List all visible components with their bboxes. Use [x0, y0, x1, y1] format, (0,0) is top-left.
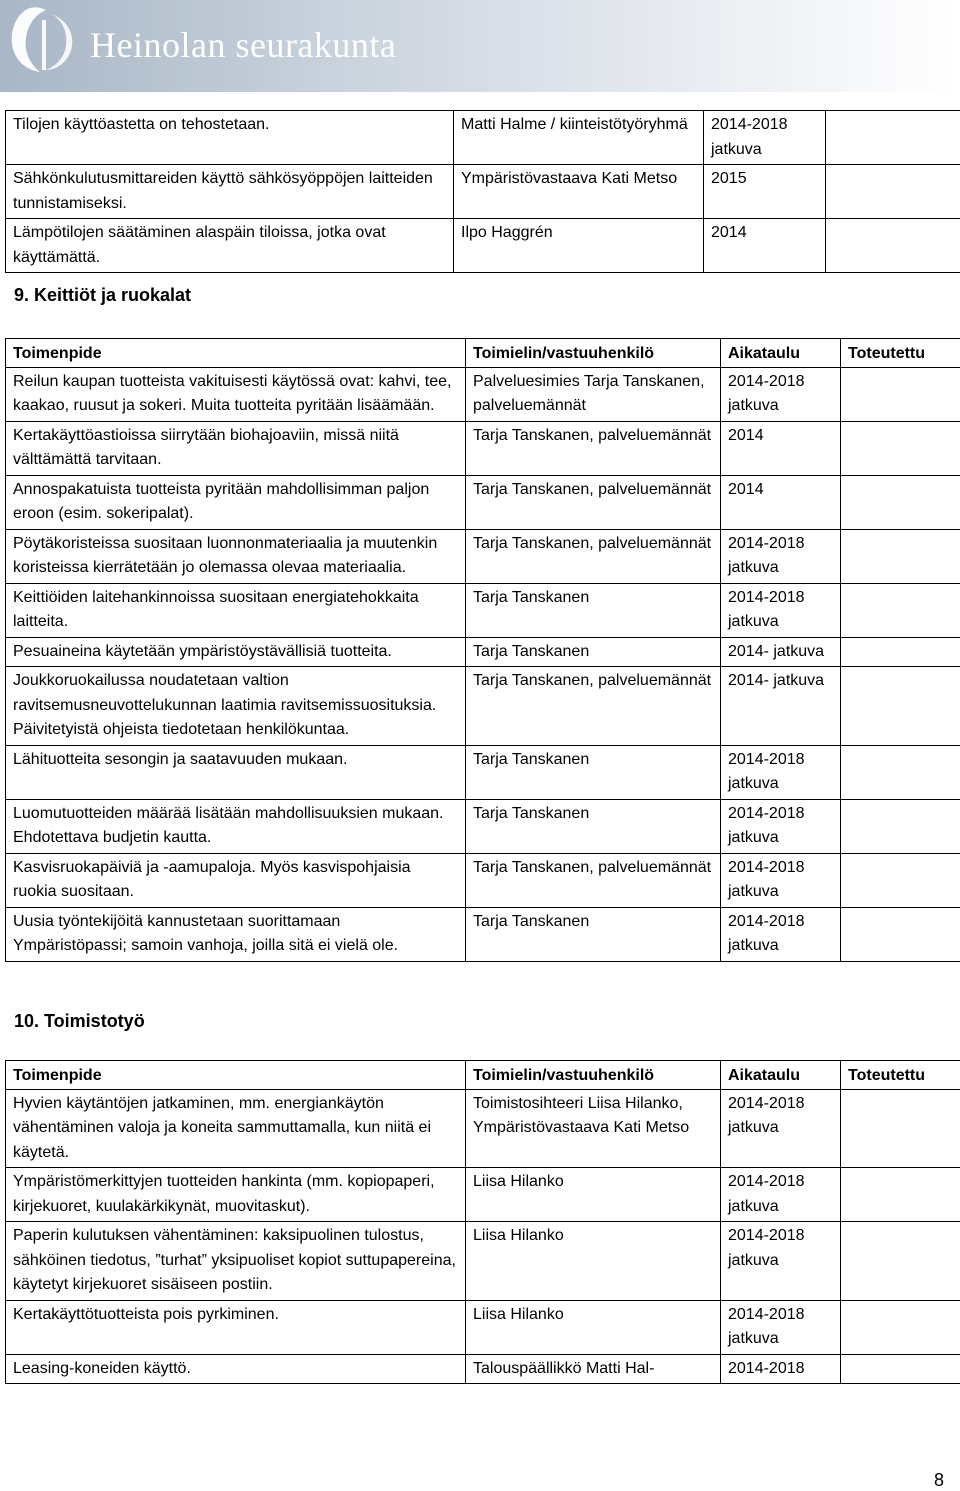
responsible-cell: Tarja Tanskanen: [466, 799, 721, 853]
schedule-cell: 2014- jatkuva: [721, 667, 841, 746]
action-cell: Paperin kulutuksen vähentäminen: kaksipuolinen tulostus, sähköinen tiedotus, ”turhat” yksipuoliset kopiot suttupapereina, käytetyt kirjekuoret sisäiseen postiin.: [6, 1222, 466, 1301]
responsible-cell: Tarja Tanskanen: [466, 583, 721, 637]
column-header: Toimielin/vastuuhenkilö: [466, 1061, 721, 1090]
status-cell: [841, 421, 960, 475]
table-row: [6, 367, 960, 421]
responsible-cell: Tarja Tanskanen, palveluemännät: [466, 529, 721, 583]
table-row: [6, 1300, 960, 1354]
action-cell: Leasing-koneiden käyttö.: [6, 1354, 466, 1384]
schedule-cell: 2014-2018 jatkuva: [721, 529, 841, 583]
status-cell: [841, 529, 960, 583]
table-row: [6, 219, 960, 273]
table-row: [6, 421, 960, 475]
action-cell: Keittiöiden laitehankinnoissa suositaan energiatehokkaita laitteita.: [6, 583, 466, 637]
table-header-row: [6, 339, 960, 368]
table-row: [6, 853, 960, 907]
action-cell: Luomutuotteiden määrää lisätään mahdollisuuksien mukaan. Ehdotettava budjetin kautta.: [6, 799, 466, 853]
responsible-cell: Tarja Tanskanen, palveluemännät: [466, 421, 721, 475]
status-cell: [826, 111, 960, 165]
page-number: 8: [934, 1470, 944, 1491]
responsible-cell: Talouspäällikkö Matti Hal-: [466, 1354, 721, 1384]
schedule-cell: 2014-2018: [721, 1354, 841, 1384]
table-row: [6, 1354, 960, 1384]
action-cell: Kertakäyttötuotteista pois pyrkiminen.: [6, 1300, 466, 1354]
table-row: [6, 111, 960, 165]
action-cell: Kertakäyttöastioissa siirrytään biohajoaviin, missä niitä välttämättä tarvitaan.: [6, 421, 466, 475]
action-cell: Annospakatuista tuotteista pyritään mahdollisimman paljon eroon (esim. sokeripalat).: [6, 475, 466, 529]
page-header-band: [0, 0, 960, 92]
status-cell: [841, 667, 960, 746]
status-cell: [841, 637, 960, 667]
responsible-cell: Toimistosihteeri Liisa Hilanko, Ympäristövastaava Kati Metso: [466, 1089, 721, 1168]
status-cell: [841, 1354, 960, 1384]
status-cell: [841, 907, 960, 961]
schedule-cell: 2014-2018 jatkuva: [721, 583, 841, 637]
action-cell: Ympäristömerkittyjen tuotteiden hankinta (mm. kopiopaperi, kirjekuoret, kuulakärkikynät, muovitaskut).: [6, 1168, 466, 1222]
action-cell: Pöytäkoristeissa suositaan luonnonmateriaalia ja muutenkin koristeissa kierrätetään jo olemassa olevaa materiaalia.: [6, 529, 466, 583]
responsible-cell: Liisa Hilanko: [466, 1300, 721, 1354]
responsible-cell: Palveluesimies Tarja Tanskanen, palveluemännät: [466, 367, 721, 421]
responsible-cell: Tarja Tanskanen, palveluemännät: [466, 475, 721, 529]
status-cell: [841, 583, 960, 637]
responsible-cell: Ilpo Haggrén: [454, 219, 704, 273]
table-row: [6, 667, 960, 746]
table-row: [6, 529, 960, 583]
table-row: [6, 1222, 960, 1301]
church-logo-icon: [0, 2, 90, 92]
schedule-cell: 2014-2018 jatkuva: [721, 853, 841, 907]
responsible-cell: Tarja Tanskanen, palveluemännät: [466, 667, 721, 746]
responsible-cell: Ympäristövastaava Kati Metso: [454, 165, 704, 219]
column-header: Toimenpide: [6, 1061, 466, 1090]
schedule-cell: 2014-2018 jatkuva: [704, 111, 826, 165]
responsible-cell: Tarja Tanskanen: [466, 907, 721, 961]
schedule-cell: 2015: [704, 165, 826, 219]
status-cell: [841, 1089, 960, 1168]
responsible-cell: Tarja Tanskanen: [466, 745, 721, 799]
action-cell: Uusia työntekijöitä kannustetaan suorittamaan Ympäristöpassi; samoin vanhoja, joilla sitä ei vielä ole.: [6, 907, 466, 961]
responsible-cell: Matti Halme / kiinteistötyöryhmä: [454, 111, 704, 165]
action-cell: Sähkönkulutusmittareiden käyttö sähkösyöppöjen laitteiden tunnistamiseksi.: [6, 165, 454, 219]
responsible-cell: Liisa Hilanko: [466, 1222, 721, 1301]
action-cell: Kasvisruokapäiviä ja -aamupaloja. Myös kasvispohjaisia ruokia suositaan.: [6, 853, 466, 907]
table-header-row: [6, 1061, 960, 1090]
status-cell: [841, 367, 960, 421]
schedule-cell: 2014- jatkuva: [721, 637, 841, 667]
table-row: [6, 907, 960, 961]
status-cell: [841, 799, 960, 853]
schedule-cell: 2014-2018 jatkuva: [721, 1089, 841, 1168]
table-row: [6, 1089, 960, 1168]
table-row: [6, 745, 960, 799]
status-cell: [826, 165, 960, 219]
column-header: Toimenpide: [6, 339, 466, 368]
schedule-cell: 2014-2018 jatkuva: [721, 1168, 841, 1222]
responsible-cell: Tarja Tanskanen, palveluemännät: [466, 853, 721, 907]
table-row: [6, 583, 960, 637]
table-row: [6, 165, 960, 219]
responsible-cell: Liisa Hilanko: [466, 1168, 721, 1222]
column-header: Toteutettu: [841, 339, 960, 368]
schedule-cell: 2014: [704, 219, 826, 273]
column-header: Aikataulu: [721, 339, 841, 368]
action-cell: Lähituotteita sesongin ja saatavuuden mukaan.: [6, 745, 466, 799]
status-cell: [841, 745, 960, 799]
brand-name: Heinolan seurakunta: [90, 24, 396, 66]
status-cell: [826, 219, 960, 273]
section-10-table: [5, 1060, 960, 1384]
status-cell: [841, 853, 960, 907]
table-row: [6, 637, 960, 667]
action-cell: Tilojen käyttöastetta on tehostetaan.: [6, 111, 454, 165]
schedule-cell: 2014: [721, 421, 841, 475]
section-9-table: [5, 338, 960, 962]
schedule-cell: 2014-2018 jatkuva: [721, 745, 841, 799]
status-cell: [841, 1222, 960, 1301]
action-cell: Hyvien käytäntöjen jatkaminen, mm. energiankäytön vähentäminen valoja ja koneita sammuttamalla, kun niitä ei käytetä.: [6, 1089, 466, 1168]
schedule-cell: 2014-2018 jatkuva: [721, 367, 841, 421]
action-cell: Reilun kaupan tuotteista vakituisesti käytössä ovat: kahvi, tee, kaakao, ruusut ja sokeri. Muita tuotteita pyritään lisäämään.: [6, 367, 466, 421]
column-header: Toimielin/vastuuhenkilö: [466, 339, 721, 368]
column-header: Aikataulu: [721, 1061, 841, 1090]
action-cell: Lämpötilojen säätäminen alaspäin tiloissa, jotka ovat käyttämättä.: [6, 219, 454, 273]
status-cell: [841, 1168, 960, 1222]
action-cell: Joukkoruokailussa noudatetaan valtion ravitsemusneuvottelukunnan laatimia ravitsemissuosituksia. Päivitetyistä ohjeista tiedotetaan henkilökuntaa.: [6, 667, 466, 746]
schedule-cell: 2014-2018 jatkuva: [721, 1222, 841, 1301]
section-9-heading: 9. Keittiöt ja ruokalat: [14, 285, 191, 306]
schedule-cell: 2014-2018 jatkuva: [721, 1300, 841, 1354]
section-10-heading: 10. Toimistotyö: [14, 1011, 145, 1032]
top-table: [5, 110, 960, 273]
status-cell: [841, 1300, 960, 1354]
status-cell: [841, 475, 960, 529]
responsible-cell: Tarja Tanskanen: [466, 637, 721, 667]
column-header: Toteutettu: [841, 1061, 960, 1090]
schedule-cell: 2014: [721, 475, 841, 529]
schedule-cell: 2014-2018 jatkuva: [721, 907, 841, 961]
schedule-cell: 2014-2018 jatkuva: [721, 799, 841, 853]
table-row: [6, 1168, 960, 1222]
table-row: [6, 475, 960, 529]
table-row: [6, 799, 960, 853]
action-cell: Pesuaineina käytetään ympäristöystävällisiä tuotteita.: [6, 637, 466, 667]
